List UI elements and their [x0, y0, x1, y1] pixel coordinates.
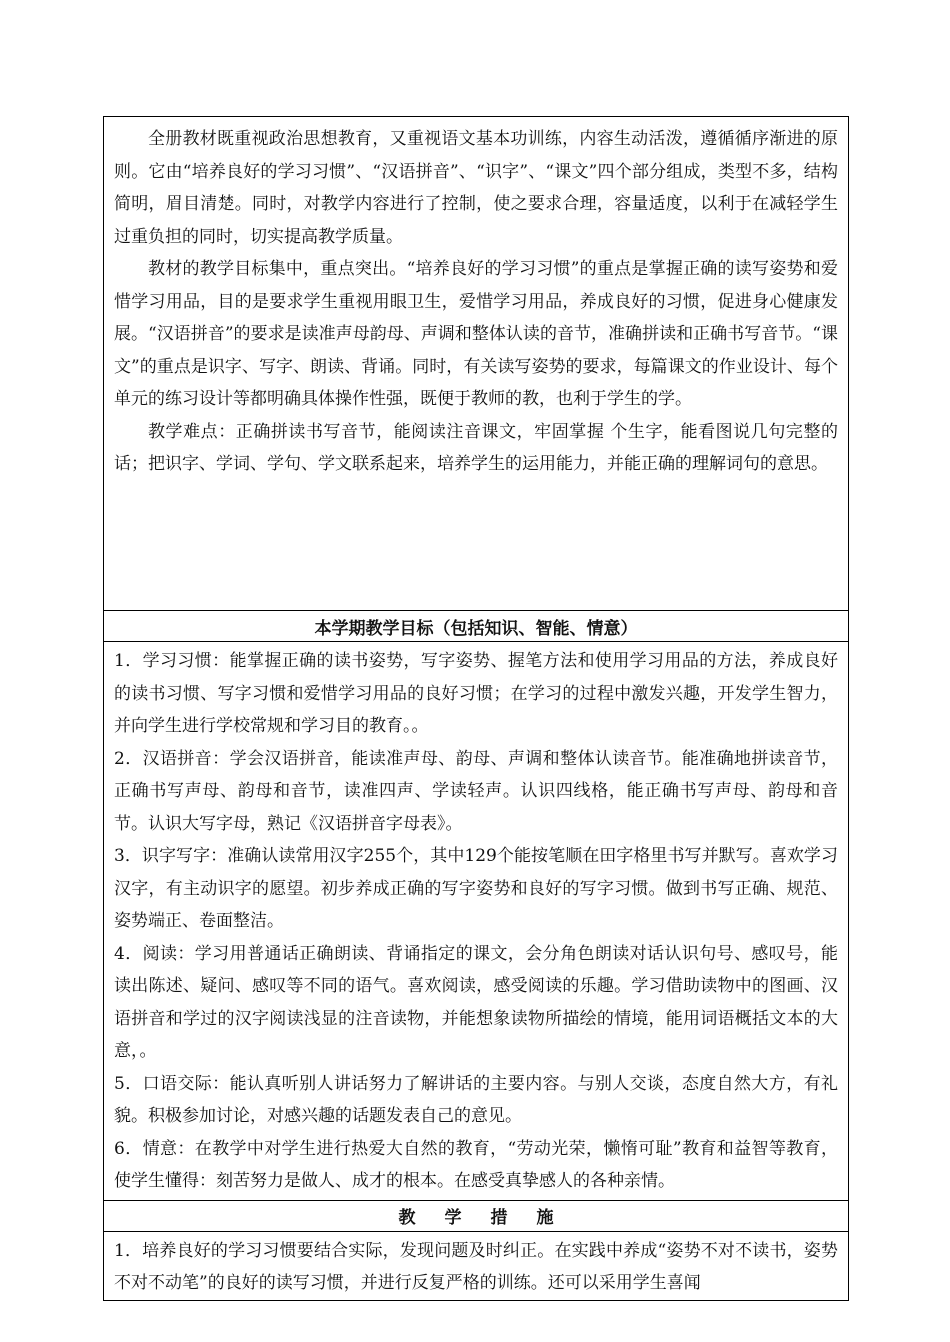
measures-cell: [104, 1232, 848, 1300]
measures-header: 教学措施: [104, 1201, 848, 1232]
goal-item: 3．识字写字：准确认读常用汉字255个，其中129个能按笔顺在田字格里书写并默写。喜欢学习汉字，有主动识字的愿望。初步养成正确的写字姿势和良好的写字习惯。做到书写正确、规范、姿势端正、卷面整洁。: [114, 846, 838, 931]
intro-paragraph: 教学难点：正确拼读书写音节，能阅读注音课文，牢固掌握 个生字，能看图说几句完整的话；把识字、学词、学句、学文联系起来，培养学生的运用能力，并能正确的理解词句的意思。: [114, 421, 838, 474]
goal-item: 4．阅读：学习用普通话正确朗读、背诵指定的课文，会分角色朗读对话认识句号、感叹号，能读出陈述、疑问、感叹等不同的语气。喜欢阅读，感受阅读的乐趣。学习借助读物中的图画、汉语拼音和学过的汉字阅读浅显的注音读物，并能想象读物所描绘的情境，能用词语概括文本的大意，。: [114, 943, 838, 1061]
goals-header: 本学期教学目标（包括知识、智能、情意）: [104, 611, 848, 642]
textbook-analysis-cell: [104, 117, 848, 611]
goal-item: 6．情意：在教学中对学生进行热爱大自然的教育，“劳动光荣，懒惰可耻”教育和益智等教育，使学生懂得：刻苦努力是做人、成才的根本。在感受真挚感人的各种亲情。: [114, 1138, 838, 1191]
goal-item: 5．口语交际：能认真听别人讲话努力了解讲话的主要内容。与别人交谈，态度自然大方，有礼貌。积极参加讨论，对感兴趣的话题发表自己的意见。: [114, 1073, 838, 1126]
measure-item: 1．培养良好的学习习惯要结合实际，发现问题及时纠正。在实践中养成“姿势不对不读书，姿势不对不动笔”的良好的读写习惯，并进行反复严格的训练。还可以采用学生喜闻: [114, 1240, 838, 1293]
goals-cell: [104, 642, 848, 1201]
intro-paragraph: 全册教材既重视政治思想教育，又重视语文基本功训练，内容生动活泼，遵循循序渐进的原则。它由“培养良好的学习习惯”、“汉语拼音”、“识字”、“课文”四个部分组成，类型不多，结构简明，眉目清楚。同时，对教学内容进行了控制，使之要求合理，容量适度，以利于在减轻学生过重负担的同时，切实提高教学质量。: [114, 129, 838, 247]
goal-item: 1．学习习惯：能掌握正确的读书姿势，写字姿势、握笔方法和使用学习用品的方法，养成良好的读书习惯、写字习惯和爱惜学习用品的良好习惯；在学习的过程中激发兴趣，开发学生智力，并向学生进行学校常规和学习目的教育。。: [114, 651, 838, 736]
goal-item: 2．汉语拼音：学会汉语拼音，能读准声母、韵母、声调和整体认读音节。能准确地拼读音节，正确书写声母、韵母和音节，读准四声、学读轻声。认识四线格，能正确书写声母、韵母和音节。认识大写字母，熟记《汉语拼音字母表》。: [114, 748, 838, 834]
plan-table: [103, 116, 849, 1301]
intro-paragraph: 教材的教学目标集中，重点突出。“培养良好的学习习惯”的重点是掌握正确的读写姿势和爱惜学习用品，目的是要求学生重视用眼卫生，爱惜学习用品，养成良好的习惯，促进身心健康发展。“汉语拼音”的要求是读准声母韵母、声调和整体认读的音节，准确拼读和正确书写音节。“课文”的重点是识字、写字、朗读、背诵。同时，有关读写姿势的要求，每篇课文的作业设计、每个单元的练习设计等都明确具体操作性强，既便于教师的教，也利于学生的学。: [114, 259, 838, 409]
